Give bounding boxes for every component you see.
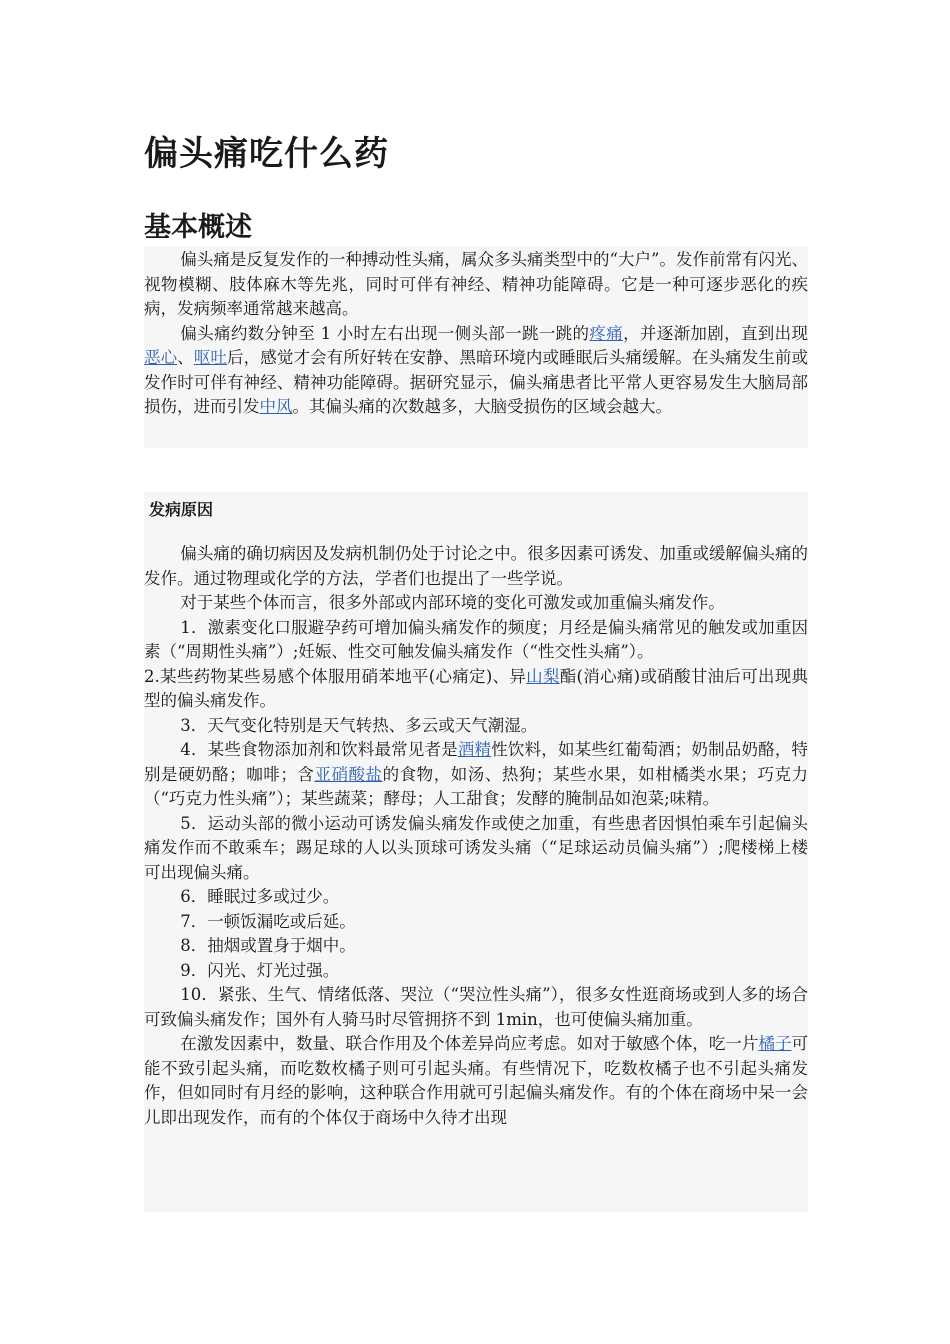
causes-paragraph-2: 对于某些个体而言，很多外部或内部环境的变化可激发或加重偏头痛发作。: [180, 593, 725, 612]
cause-item-7: 7．一顿饭漏吃或后延。: [180, 911, 356, 931]
page-title: 偏头痛吃什么药: [144, 134, 389, 174]
link-sorbitol[interactable]: 山梨: [526, 666, 560, 686]
overview-paragraph-2: [144, 322, 808, 420]
causes-paragraph-3: [144, 1032, 808, 1130]
cause-item-2: [144, 665, 808, 714]
text-segment: 在激发因素中，数量、联合作用及个体差异尚应考虑。如对于敏感个体，吃一片: [180, 1034, 759, 1053]
section-heading: 基本概述: [144, 212, 252, 243]
text-segment: 4．某些食物添加剂和饮料最常见者是: [180, 740, 458, 759]
text-segment: 。其偏头痛的次数越多，大脑受损伤的区域会越大。: [292, 397, 672, 416]
link-stroke[interactable]: 中风: [259, 397, 293, 416]
text-segment: 2.某些药物某些易感个体服用硝苯地平(心痛定)、异: [144, 666, 527, 686]
causes-heading: 发病原因: [149, 500, 214, 519]
link-pain[interactable]: 疼痛: [589, 323, 624, 343]
cause-item-10: 10．紧张、生气、情绪低落、哭泣（“哭泣性头痛”），很多女性逛商场或到人多的场合可致偏头痛发作；国外有人骑马时尽管拥挤不到 1min，也可使偏头痛加重。: [144, 985, 808, 1029]
link-nitrite[interactable]: 亚硝酸盐: [314, 764, 383, 784]
link-orange[interactable]: 橘子: [758, 1034, 792, 1053]
text-segment: 、: [177, 348, 194, 367]
text-segment: 偏头痛约数分钟至 1 小时左右出现一侧头部一跳一跳的: [180, 323, 590, 343]
text-segment: ，并逐渐加剧，直到出现: [623, 323, 808, 343]
overview-paragraph-1: 偏头痛是反复发作的一种搏动性头痛，属众多头痛类型中的“大户”。发作前常有闪光、视物模糊、肢体麻木等先兆，同时可伴有神经、精神功能障碍。它是一种可逐步恶化的疾病，发病频率通常越来越高。: [144, 250, 808, 318]
cause-item-1: 1．激素变化口服避孕药可增加偏头痛发作的频度；月经是偏头痛常见的触发或加重因素（“周期性头痛”）;妊娠、性交可触发偏头痛发作（“性交性头痛”）。: [144, 617, 808, 661]
cause-item-6: 6．睡眠过多或过少。: [180, 887, 340, 906]
link-alcohol[interactable]: 酒精: [457, 740, 492, 759]
text-segment: 后，感觉才会有所好转在安静、黑暗环境内或睡眠后头痛缓解。在头痛发生前或发作时可伴有神经、精神功能障碍。据研究显示，偏头痛患者比平常人更容易发生大脑局部损伤，进而引发: [144, 348, 809, 416]
cause-item-5: 5．运动头部的微小运动可诱发偏头痛发作或使之加重，有些患者因惧怕乘车引起偏头痛发作而不敢乘车；踢足球的人以头顶球可诱发头痛（“足球运动员偏头痛”）;爬楼梯上楼可出现偏头痛。: [144, 813, 808, 882]
link-nausea[interactable]: 恶心: [144, 348, 178, 367]
overview-box: [144, 246, 808, 448]
link-vomit[interactable]: 呕吐: [193, 348, 228, 367]
cause-item-9: 9．闪光、灯光过强。: [180, 960, 340, 980]
cause-item-3: 3．天气变化特别是天气转热、多云或天气潮湿。: [180, 715, 538, 735]
text-segment: 可能不致引起头痛，而吃数枚橘子则可引起头痛。有些情况下，吃数枚橘子也不引起头痛发作，但如同时有月经的影响，这种联合作用就可引起偏头痛发作。有的个体在商场中呆一会儿即出现发作，而有的个体仅于商场中久待才出现: [144, 1034, 809, 1127]
cause-item-8: 8．抽烟或置身于烟中。: [180, 936, 356, 955]
text-segment: 的食物，如汤、热狗；某些水果，如柑橘类水果；巧克力（“巧克力性头痛”）；某些蔬菜；酵母；人工甜食；发酵的腌制品如泡菜;味精。: [144, 764, 809, 808]
text-segment: 酯(消心痛)或硝酸甘油后可出现典型的偏头痛发作。: [144, 666, 809, 710]
text-segment: 性饮料，如某些红葡萄酒；奶制品奶酪，特别是硬奶酪；咖啡；含: [144, 740, 809, 784]
causes-box: [144, 492, 808, 1212]
cause-item-4: [144, 738, 808, 812]
causes-paragraph-1: 偏头痛的确切病因及发病机制仍处于讨论之中。很多因素可诱发、加重或缓解偏头痛的发作。通过物理或化学的方法，学者们也提出了一些学说。: [144, 544, 808, 588]
